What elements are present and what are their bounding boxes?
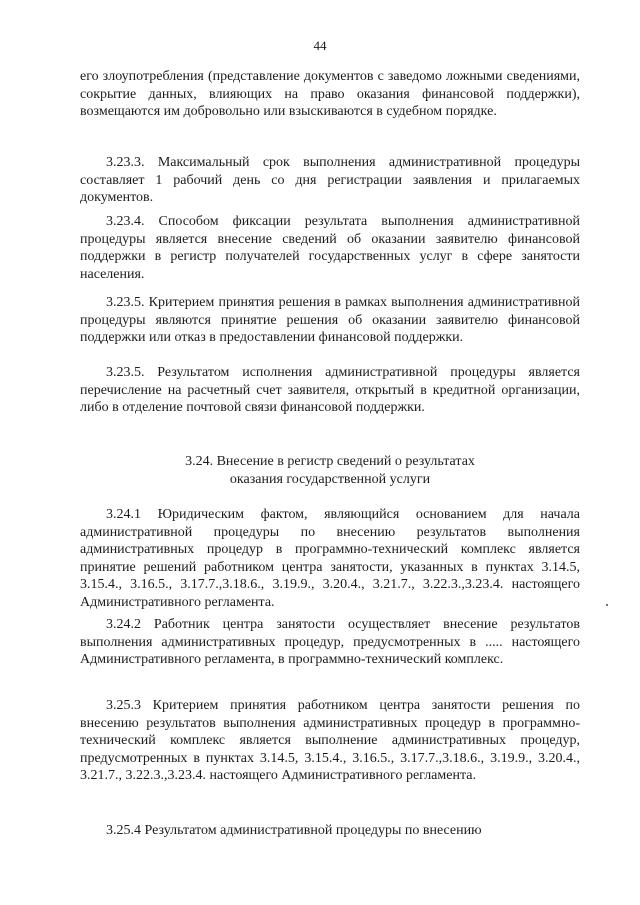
paragraph-3-25-3: 3.25.3 Критерием принятия работником центра занятости решения по внесению результатов выполнения административных процедур в программно-технический комплекс является выполнение административных процедур, предусмотренных в пунктах 3.14.5, 3.15.4., 3.16.5., 3.17.7.,3.18.6., 3.19.9., 3.20.4., 3.21.7., 3.22.3.,3.23.4. настоящего Административного регламента. — [80, 698, 580, 783]
page-number: 44 — [313, 38, 327, 53]
section-heading — [80, 453, 580, 488]
paragraph-3-23-5-result: 3.23.5. Результатом исполнения административной процедуры является перечисление на расчетный счет заявителя, открытый в кредитной организации, либо в отделение почтовой связи финансовой поддержки. — [80, 365, 580, 415]
paragraph-3-23-4: 3.23.4. Способом фиксации результата выполнения административной процедуры является внесение сведений об оказании заявителю финансовой поддержки в регистр получателей государственных услуг в сфере занятости населения. — [80, 214, 580, 282]
paragraph-continuation: его злоупотребления (представление документов с заведомо ложными сведениями, сокрытие данных, влияющих на право оказания финансовой поддержки), возмещаются им добровольно или взыскиваются в судебном порядке. — [80, 69, 580, 119]
section-heading-line-1: 3.24. Внесение в регистр сведений о результатах — [185, 454, 475, 469]
section-heading-line-2: оказания государственной услуги — [229, 471, 431, 487]
paragraph-3-24-2: 3.24.2 Работник центра занятости осуществляет внесение результатов выполнения административных процедур, предусмотренных в ..... настоящего Административного регламента, в программно-технический комплекс. — [80, 617, 580, 667]
scan-mark — [606, 604, 608, 606]
paragraph-3-25-4: 3.25.4 Результатом административной процедуры по внесению — [106, 823, 482, 838]
paragraph-3-23-3: 3.23.3. Максимальный срок выполнения административной процедуры составляет 1 рабочий день со дня регистрации заявления и прилагаемых документов. — [80, 155, 580, 205]
paragraph-3-24-1: 3.24.1 Юридическим фактом, являющийся основанием для начала административной процедуры по внесению результатов выполнения административных процедур в программно-технический комплекс является принятие решений работником центра занятости, указанных в пунктах 3.14.5, 3.15.4., 3.16.5., 3.17.7.,3.18.6., 3.19.9., 3.20.4., 3.21.7., 3.22.3.,3.23.4. настоящего Административного регламента. — [80, 507, 580, 610]
paragraph-3-23-5: 3.23.5. Критерием принятия решения в рамках выполнения административной процедуры являются принятие решения об оказании заявителю финансовой поддержки или отказ в предоставлении финансовой поддержки. — [80, 295, 580, 345]
